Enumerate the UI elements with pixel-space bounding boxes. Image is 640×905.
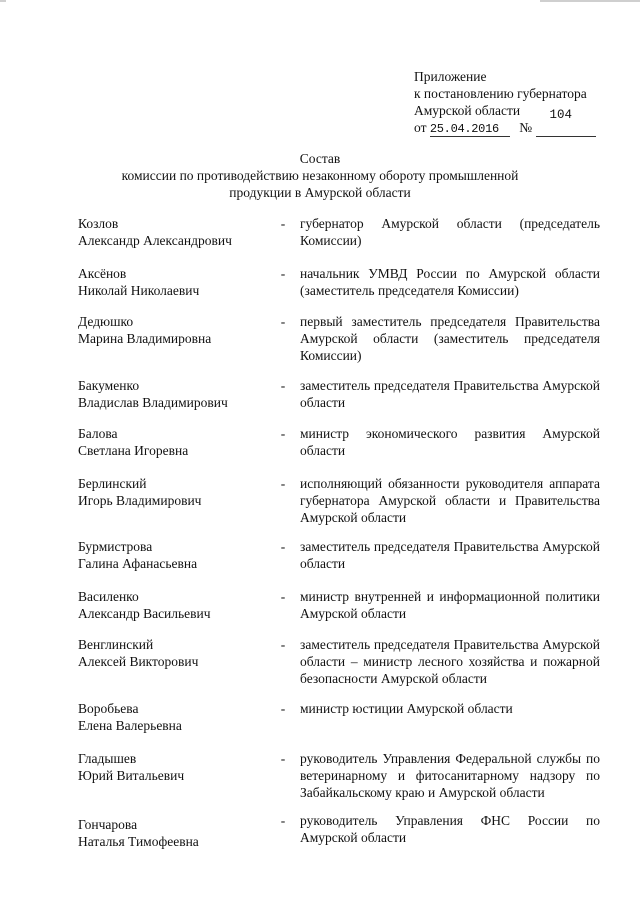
member-given-names: Елена Валерьевна bbox=[78, 718, 182, 733]
member-surname: Бурмистрова bbox=[78, 539, 153, 554]
member-name bbox=[78, 265, 278, 299]
dash-separator: - bbox=[280, 378, 286, 393]
heading-title: Состав bbox=[299, 151, 341, 166]
member-surname: Венглинский bbox=[78, 637, 154, 652]
member-given-names: Галина Афанасьевна bbox=[78, 556, 198, 571]
member-surname: Берлинский bbox=[78, 476, 147, 491]
member-name bbox=[78, 475, 278, 509]
member-surname: Дедюшко bbox=[78, 314, 134, 329]
dash-separator: - bbox=[280, 637, 286, 652]
dash-separator: - bbox=[280, 216, 286, 231]
member-role: заместитель председателя Правительства Амурской области – министр лесного хозяйства и пожарной безопасности Амурской области bbox=[300, 637, 600, 686]
decree-number-field bbox=[536, 108, 596, 137]
member-name bbox=[78, 377, 278, 411]
dash-separator: - bbox=[280, 426, 286, 441]
appendix-line: Приложение bbox=[414, 69, 487, 84]
member-given-names: Николай Николаевич bbox=[78, 283, 200, 298]
member-name bbox=[78, 215, 278, 249]
dash-separator: - bbox=[280, 539, 286, 554]
member-given-names: Марина Владимировна bbox=[78, 331, 212, 346]
member-given-names: Наталья Тимофеевна bbox=[78, 834, 199, 849]
heading-subtitle: комиссии по противодействию незаконному обороту промышленной bbox=[121, 168, 519, 183]
member-name bbox=[78, 636, 278, 670]
member-surname: Козлов bbox=[78, 216, 119, 231]
member-given-names: Юрий Витальевич bbox=[78, 768, 185, 783]
member-surname: Гончарова bbox=[78, 817, 138, 832]
member-given-names: Александр Александрович bbox=[78, 233, 232, 248]
heading-subtitle: продукции в Амурской области bbox=[229, 185, 411, 200]
member-given-names: Владислав Владимирович bbox=[78, 395, 228, 410]
member-name bbox=[78, 700, 278, 734]
member-role: руководитель Управления ФНС России по Амурской области bbox=[300, 813, 600, 845]
member-given-names: Александр Васильевич bbox=[78, 606, 211, 621]
member-name bbox=[78, 588, 278, 622]
member-surname: Воробьева bbox=[78, 701, 139, 716]
decree-date: 25.04.2016 bbox=[430, 122, 510, 137]
member-name bbox=[78, 425, 278, 459]
member-role: первый заместитель председателя Правительства Амурской области (заместитель председателя Комиссии) bbox=[300, 314, 600, 363]
member-role: заместитель председателя Правительства Амурской области bbox=[300, 378, 600, 410]
member-role: губернатор Амурской области (председатель Комиссии) bbox=[300, 216, 600, 248]
member-role: руководитель Управления Федеральной службы по ветеринарному и фитосанитарному надзору по Забайкальскому краю и Амурской области bbox=[300, 751, 600, 800]
dash-separator: - bbox=[280, 476, 286, 491]
dash-separator: - bbox=[280, 266, 286, 281]
scan-edge-mark bbox=[0, 0, 6, 2]
appendix-line: Амурской области bbox=[414, 103, 521, 118]
dash-separator: - bbox=[280, 813, 286, 828]
member-surname: Бакуменко bbox=[78, 378, 140, 393]
appendix-block bbox=[414, 68, 624, 137]
member-role: заместитель председателя Правительства Амурской области bbox=[300, 539, 600, 571]
member-name bbox=[78, 538, 278, 572]
number-label: № bbox=[519, 120, 533, 135]
member-given-names: Алексей Викторович bbox=[78, 654, 199, 669]
member-name bbox=[78, 816, 278, 850]
member-role: исполняющий обязанности руководителя аппарата губернатора Амурской области и Правительства Амурской области bbox=[300, 476, 600, 525]
member-given-names: Игорь Владимирович bbox=[78, 493, 202, 508]
member-surname: Василенко bbox=[78, 589, 139, 604]
member-role: министр юстиции Амурской области bbox=[300, 701, 513, 716]
member-surname: Аксёнов bbox=[78, 266, 127, 281]
scan-edge-mark bbox=[540, 0, 640, 2]
document-heading bbox=[120, 150, 520, 201]
dash-separator: - bbox=[280, 314, 286, 329]
member-role: министр экономического развития Амурской области bbox=[300, 426, 600, 458]
decree-number: 104 bbox=[549, 108, 573, 122]
member-surname: Гладышев bbox=[78, 751, 137, 766]
dash-separator: - bbox=[280, 751, 286, 766]
date-prefix: от bbox=[414, 120, 427, 135]
member-role: министр внутренней и информационной политики Амурской области bbox=[300, 589, 600, 621]
member-surname: Балова bbox=[78, 426, 118, 441]
member-given-names: Светлана Игоревна bbox=[78, 443, 189, 458]
member-name bbox=[78, 750, 278, 784]
member-role: начальник УМВД России по Амурской области (заместитель председателя Комиссии) bbox=[300, 266, 600, 298]
dash-separator: - bbox=[280, 589, 286, 604]
dash-separator: - bbox=[280, 701, 286, 716]
appendix-line: к постановлению губернатора bbox=[414, 86, 587, 101]
member-name bbox=[78, 313, 278, 347]
